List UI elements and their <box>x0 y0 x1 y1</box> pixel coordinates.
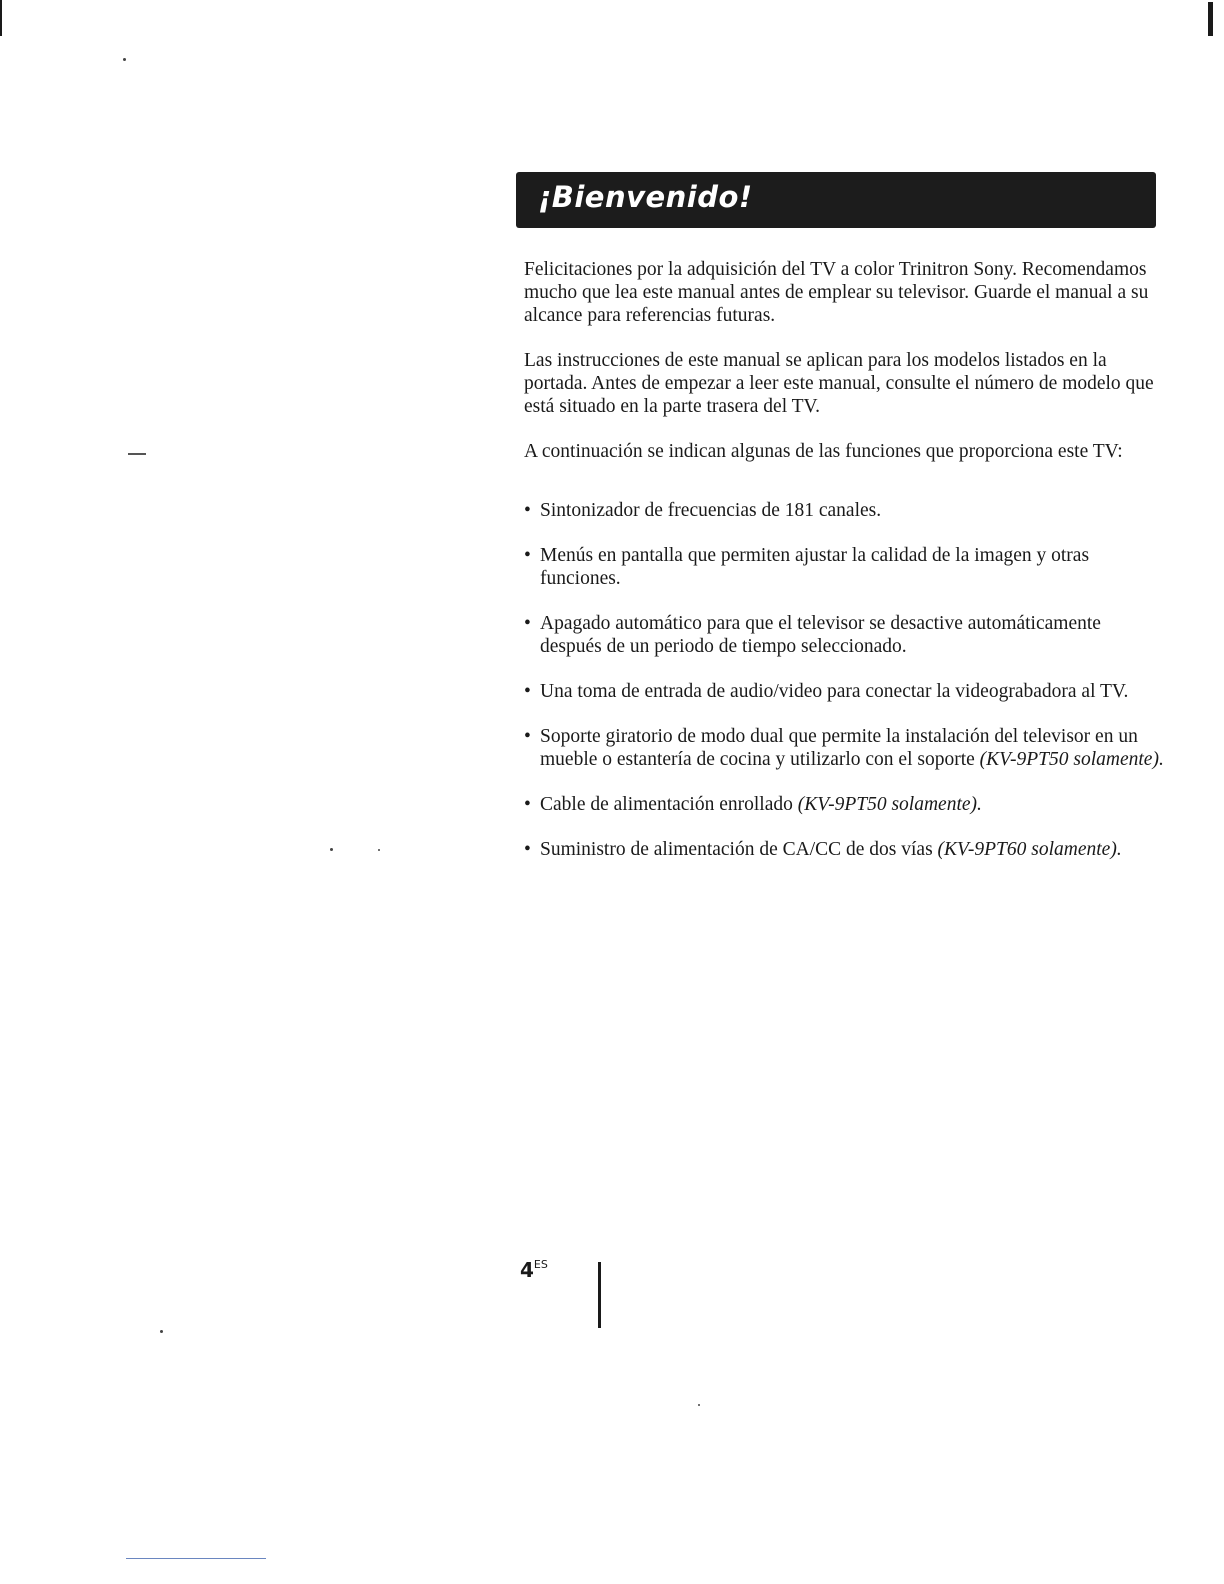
scan-speck <box>378 849 380 851</box>
bullet-icon: • <box>524 500 531 521</box>
feature-item <box>524 499 1164 522</box>
feature-item <box>524 680 1164 703</box>
feature-text: Cable de alimentación enrollado <box>540 794 798 815</box>
language-code: ES <box>533 1258 548 1271</box>
models-paragraph: Las instrucciones de este manual se aplican para los modelos listados en la portada. Antes de empezar a leer este manual, consulte el número de modelo que está situado en la parte trasera del TV. <box>524 350 1154 417</box>
feature-item <box>524 838 1164 861</box>
scan-speck <box>160 1330 163 1333</box>
scan-speck <box>123 58 126 61</box>
feature-item <box>524 725 1164 771</box>
feature-text: Menús en pantalla que permiten ajustar la calidad de la imagen y otras funciones. <box>540 545 1090 589</box>
page-number <box>520 1258 548 1282</box>
model-note: (KV-9PT50 solamente). <box>797 794 982 815</box>
feature-item <box>524 612 1164 658</box>
feature-text: Apagado automático para que el televisor se desactive automáticamente después de un periodo de tiempo seleccionado. <box>540 613 1101 657</box>
intro-paragraph: Felicitaciones por la adquisición del TV a color Trinitron Sony. Recomendamos mucho que lea este manual antes de emplear su televisor. Guarde el manual a su alcance para referencias futuras. <box>524 259 1149 326</box>
bullet-icon: • <box>524 681 531 702</box>
scan-speck <box>698 1404 700 1406</box>
bullet-icon: • <box>524 726 531 747</box>
features-intro-paragraph: A continuación se indican algunas de las funciones que proporciona este TV: <box>524 441 1123 462</box>
margin-dash <box>128 453 146 455</box>
feature-text: Sintonizador de frecuencias de 181 canales. <box>540 500 882 521</box>
bottom-rule <box>126 1558 266 1559</box>
page-content <box>524 258 1164 883</box>
feature-text: Suministro de alimentación de CA/CC de dos vías <box>540 839 938 860</box>
section-title: ¡Bienvenido! <box>538 180 753 214</box>
footer-vertical-rule <box>598 1262 601 1328</box>
right-edge-mark <box>1208 2 1213 36</box>
page-number-value: 4 <box>520 1258 534 1282</box>
bullet-icon: • <box>524 613 531 634</box>
scan-speck <box>330 848 333 851</box>
left-edge-mark <box>0 0 2 36</box>
bullet-icon: • <box>524 839 531 860</box>
feature-item <box>524 793 1164 816</box>
model-note: (KV-9PT60 solamente). <box>937 839 1122 860</box>
feature-item <box>524 544 1164 590</box>
feature-text: Una toma de entrada de audio/video para conectar la videograbadora al TV. <box>540 681 1129 702</box>
feature-list <box>524 499 1164 861</box>
bullet-icon: • <box>524 794 531 815</box>
bullet-icon: • <box>524 545 531 566</box>
model-note: (KV-9PT50 solamente). <box>979 749 1164 770</box>
feature-text: Soporte giratorio de modo dual que permite la instalación del televisor en un mueble o estantería de cocina y utilizarlo con el soporte <box>540 726 1138 770</box>
section-title-bar <box>516 172 1156 228</box>
